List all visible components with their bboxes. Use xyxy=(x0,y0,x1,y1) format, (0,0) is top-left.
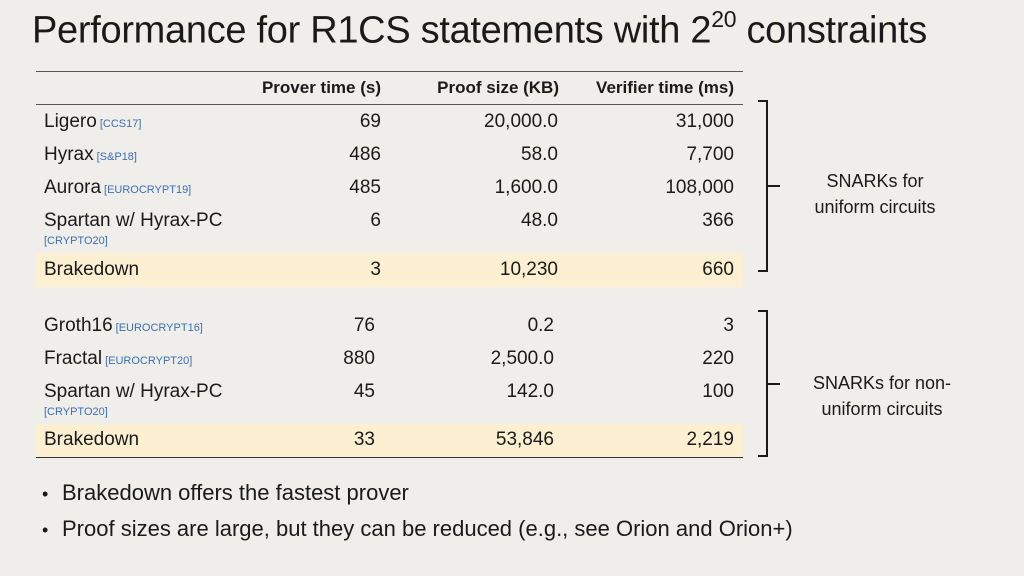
table-row xyxy=(36,207,743,251)
proof-size-cell: 142.0 xyxy=(506,381,554,402)
citation: [CCS17] xyxy=(99,118,142,130)
bullet-item: • Brakedown offers the fastest prover xyxy=(42,480,409,505)
citation: [S&P18] xyxy=(96,151,137,163)
row-name: Fractal [EUROCRYPT20] xyxy=(44,348,193,369)
prover-time-cell: 69 xyxy=(359,111,381,132)
proof-size-cell: 53,846 xyxy=(495,429,554,450)
prover-time-cell: 6 xyxy=(370,210,381,231)
proof-size-cell: 48.0 xyxy=(521,210,558,231)
verifier-time-cell: 220 xyxy=(702,348,734,369)
header-verifier-time: Verifier time (ms) xyxy=(596,78,734,97)
verifier-time-cell: 7,700 xyxy=(686,144,734,165)
brace-uniform xyxy=(750,98,790,274)
bullet-dot-icon: • xyxy=(42,484,49,504)
row-name: Hyrax [S&P18] xyxy=(44,144,137,165)
verifier-time-cell: 660 xyxy=(702,259,734,280)
table-top-rule xyxy=(36,71,743,72)
proof-size-cell: 2,500.0 xyxy=(490,348,554,369)
citation: [EUROCRYPT20] xyxy=(105,355,193,367)
bullet-dot-icon: • xyxy=(42,520,49,540)
table-row xyxy=(36,345,743,373)
proof-size-cell: 58.0 xyxy=(521,144,558,165)
table-row xyxy=(36,174,743,202)
row-name: Spartan w/ Hyrax-PC xyxy=(44,210,223,231)
prover-time-cell: 486 xyxy=(349,144,381,165)
verifier-time-cell: 366 xyxy=(702,210,734,231)
prover-time-cell: 33 xyxy=(353,429,375,450)
title-exponent: 20 xyxy=(711,6,737,32)
table-row xyxy=(36,312,743,340)
prover-time-cell: 45 xyxy=(353,381,375,402)
table-bottom-rule xyxy=(36,457,743,458)
table-row xyxy=(36,141,743,169)
table-row-highlighted xyxy=(36,253,743,287)
table-row xyxy=(36,378,743,422)
proof-size-cell: 1,600.0 xyxy=(494,177,558,198)
verifier-time-cell: 2,219 xyxy=(686,429,734,450)
citation: [EUROCRYPT19] xyxy=(104,184,192,196)
prover-time-cell: 485 xyxy=(349,177,381,198)
citation: [CRYPTO20] xyxy=(44,406,108,418)
row-name: Aurora [EUROCRYPT19] xyxy=(44,177,192,198)
row-name: Brakedown xyxy=(44,259,140,280)
row-name: Ligero [CCS17] xyxy=(44,111,142,132)
slide-title: Performance for R1CS statements with $2^{20}$ constraints xyxy=(32,6,927,52)
header-prover-time: Prover time (s) xyxy=(261,78,381,97)
verifier-time-cell: 3 xyxy=(723,315,734,336)
table-row-highlighted xyxy=(36,424,743,457)
bullet-item: • Proof sizes are large, but they can be reduced (e.g., see Orion and Orion+) xyxy=(42,516,793,541)
citation: [CRYPTO20] xyxy=(44,235,108,247)
proof-size-cell: 0.2 xyxy=(527,315,554,336)
header-rule xyxy=(36,104,743,105)
prover-time-cell: 3 xyxy=(370,259,381,280)
label-uniform-circuits: SNARKs for uniform circuits xyxy=(814,171,936,217)
row-name: Groth16 [EUROCRYPT16] xyxy=(44,315,203,336)
verifier-time-cell: 31,000 xyxy=(675,111,734,132)
header-proof-size: Proof size (KB) xyxy=(437,78,559,97)
proof-size-cell: 10,230 xyxy=(499,259,558,280)
prover-time-cell: 880 xyxy=(343,348,375,369)
citation: [EUROCRYPT16] xyxy=(115,322,203,334)
table-row xyxy=(36,108,743,136)
row-name: Brakedown xyxy=(44,429,140,450)
proof-size-cell: 20,000.0 xyxy=(484,111,558,132)
prover-time-cell: 76 xyxy=(353,315,375,336)
verifier-time-cell: 108,000 xyxy=(665,177,734,198)
row-name: Spartan w/ Hyrax-PC xyxy=(44,381,223,402)
label-non-uniform-circuits: SNARKs for non- uniform circuits xyxy=(812,373,952,419)
brace-non-uniform xyxy=(750,308,790,460)
verifier-time-cell: 100 xyxy=(702,381,734,402)
